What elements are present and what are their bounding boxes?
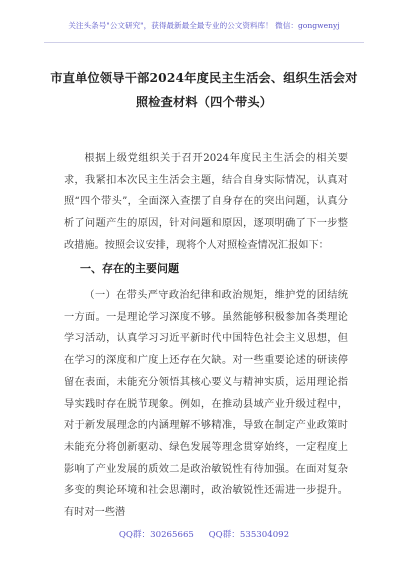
section-paragraph: （一）在带头严守政治纪律和政治规矩，维护党的团结统一方面。一是理论学习深度不够。虽然能够积极参加各类理论学习活动，认真学习习近平新时代中国特色社会主义思想，但在学习的深度和广度上还存在欠缺。对一些重要论述的研读停留在表面，未能充分领悟其核心要义与精神实质，运用理论指导实践时存在脱节现象。例如，在推动县域产业升级过程中，对于新发展理念的内涵理解不够精准，导致在制定产业政策时未能充分将创新驱动、绿色发展等理念贯穿始终，一定程度上影响了产业发展的质效二是政治敏锐性有待加强。在面对复杂多变的舆论环境和社会思潮时，政治敏锐性还需进一步提升。有时对一些潜 [64, 290, 348, 519]
footer-qq-groups [0, 528, 408, 540]
intro-text: 根据上级党组织关于召开2024年度民主生活会的相关要求，我紧扣本次民主生活会主题，结合自身实际情况，认真对照“四个带头”，全面深入查摆了自身存在的突出问题，认真分析了问题产生的原因，针对问题和原因，逐项明确了下一步整改措施。按照会议安排，现将个人对照检查情况汇报如下： [64, 153, 348, 251]
section-content [64, 285, 348, 524]
document-title: 市直单位领导干部2024年度民主生活会、组织生活会对照检查材料（四个带头） [50, 71, 358, 109]
footer-qq-1: QQ群：30265665 [118, 530, 194, 540]
header-promo-text: 关注头条号"公文研究"，获得最新最全最专业的公文资料库！ 微信：gongwenyj [68, 21, 340, 30]
footer-qq-2: QQ群：535304092 [208, 530, 290, 540]
section-heading: 一、存在的主要问题 [80, 262, 179, 275]
header-divider [44, 42, 364, 43]
intro-paragraph [64, 148, 348, 257]
